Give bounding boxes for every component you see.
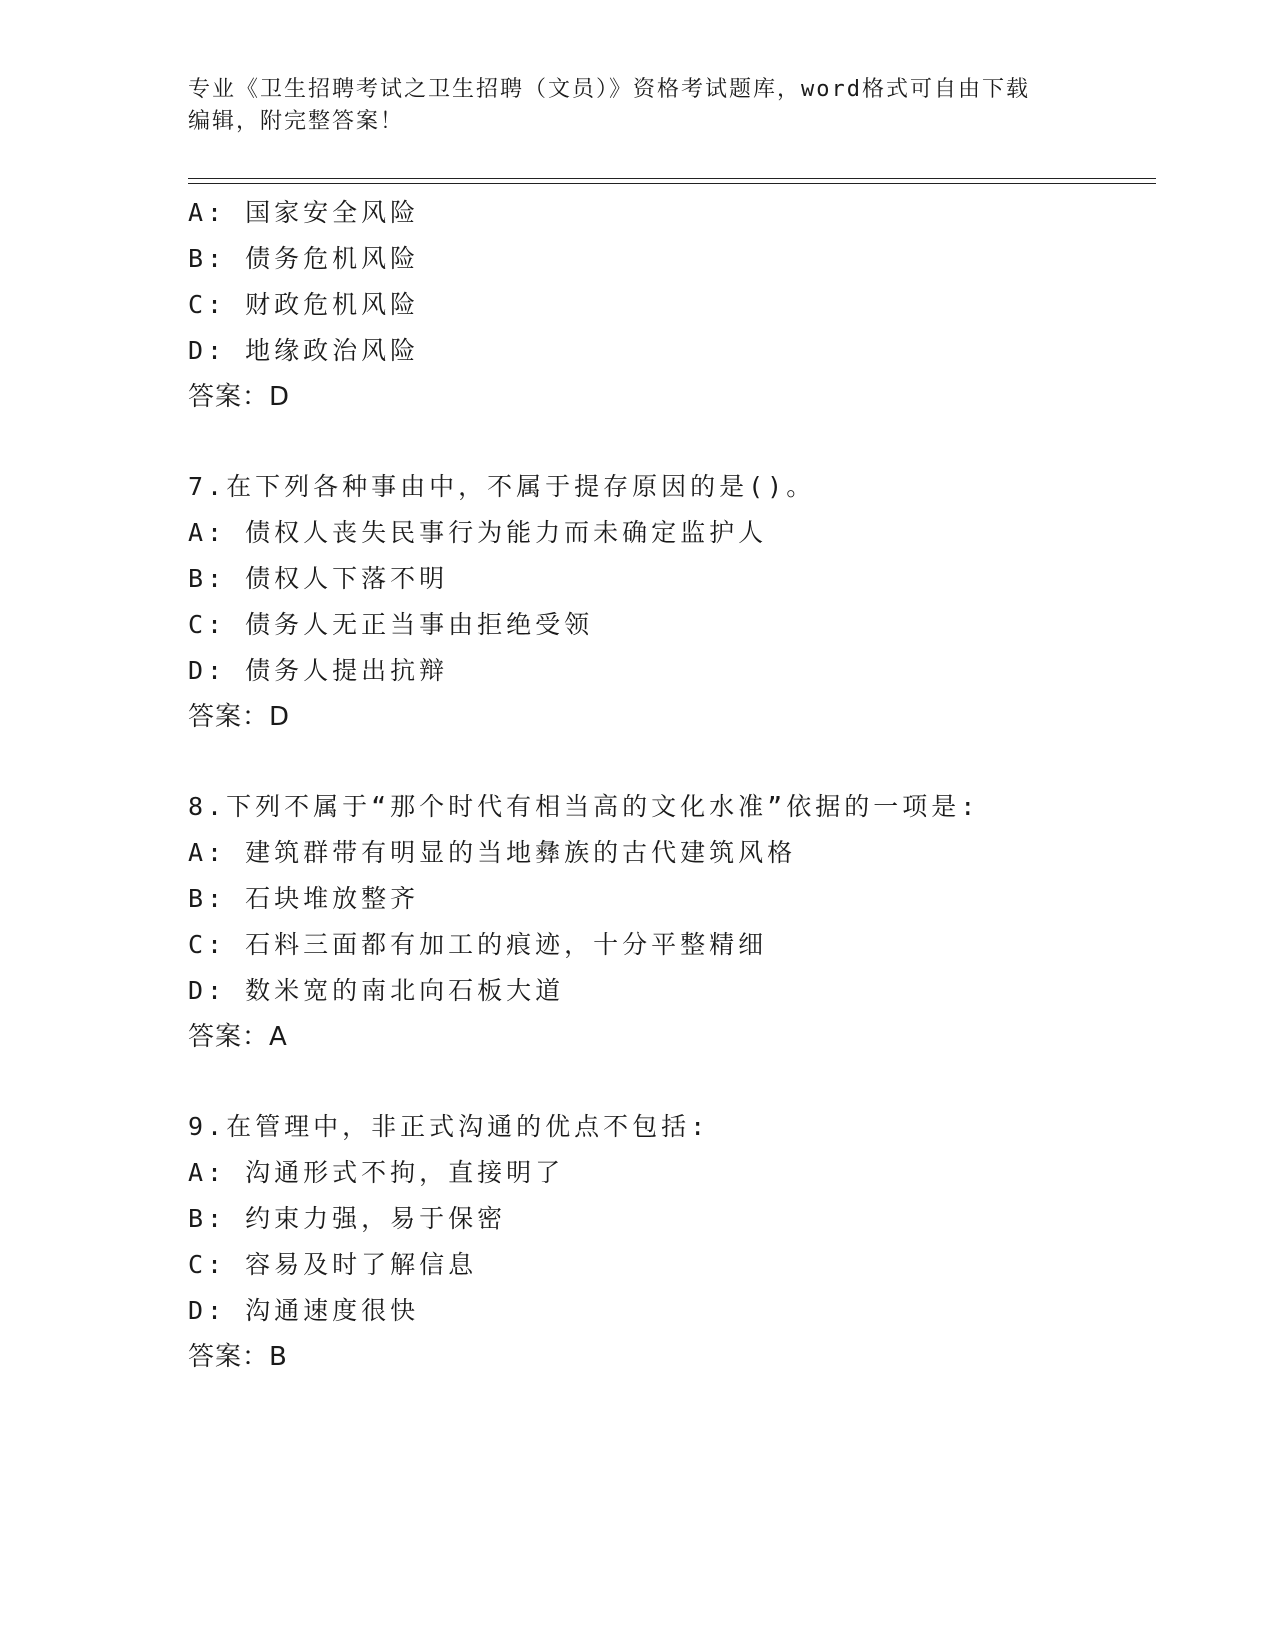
header-line-1: 专业《卫生招聘考试之卫生招聘（文员）》资格考试题库，word格式可自由下载 <box>188 77 1030 102</box>
question-text: 9.在管理中，非正式沟通的优点不包括: <box>188 1112 710 1141</box>
option-b: B: 债务危机风险 <box>188 244 420 273</box>
option-a: A: 建筑群带有明显的当地彝族的古代建筑风格 <box>188 838 797 867</box>
question-text: 7.在下列各种事由中，不属于提存原因的是()。 <box>188 472 816 501</box>
option-b: B: 约束力强，易于保密 <box>188 1204 507 1233</box>
question-block-8 <box>188 784 1148 1060</box>
option-d: D: 沟通速度很快 <box>188 1296 420 1325</box>
document-header <box>188 74 1068 138</box>
question-text: 8.下列不属于“那个时代有相当高的文化水准”依据的一项是: <box>188 792 980 821</box>
option-c: C: 债务人无正当事由拒绝受领 <box>188 610 594 639</box>
option-a: A: 国家安全风险 <box>188 198 420 227</box>
option-c: C: 石料三面都有加工的痕迹，十分平整精细 <box>188 930 768 959</box>
option-b: B: 债权人下落不明 <box>188 564 449 593</box>
answer-line: 答案：D <box>188 382 291 412</box>
option-a: A: 沟通形式不拘，直接明了 <box>188 1158 565 1187</box>
question-block-9 <box>188 1104 1148 1380</box>
header-line-2: 编辑，附完整答案！ <box>188 109 405 134</box>
option-a: A: 债权人丧失民事行为能力而未确定监护人 <box>188 518 768 547</box>
option-d: D: 数米宽的南北向石板大道 <box>188 976 565 1005</box>
answer-line: 答案：A <box>188 1022 288 1052</box>
answer-line: 答案：B <box>188 1342 288 1372</box>
option-c: C: 容易及时了解信息 <box>188 1250 478 1279</box>
header-divider-bottom <box>188 183 1156 184</box>
question-list <box>188 190 1148 1380</box>
option-b: B: 石块堆放整齐 <box>188 884 420 913</box>
answer-line: 答案：D <box>188 702 291 732</box>
question-block-6 <box>188 190 1148 420</box>
option-c: C: 财政危机风险 <box>188 290 420 319</box>
header-divider-top <box>188 178 1156 179</box>
option-d: D: 债务人提出抗辩 <box>188 656 449 685</box>
option-d: D: 地缘政治风险 <box>188 336 420 365</box>
question-block-7 <box>188 464 1148 740</box>
